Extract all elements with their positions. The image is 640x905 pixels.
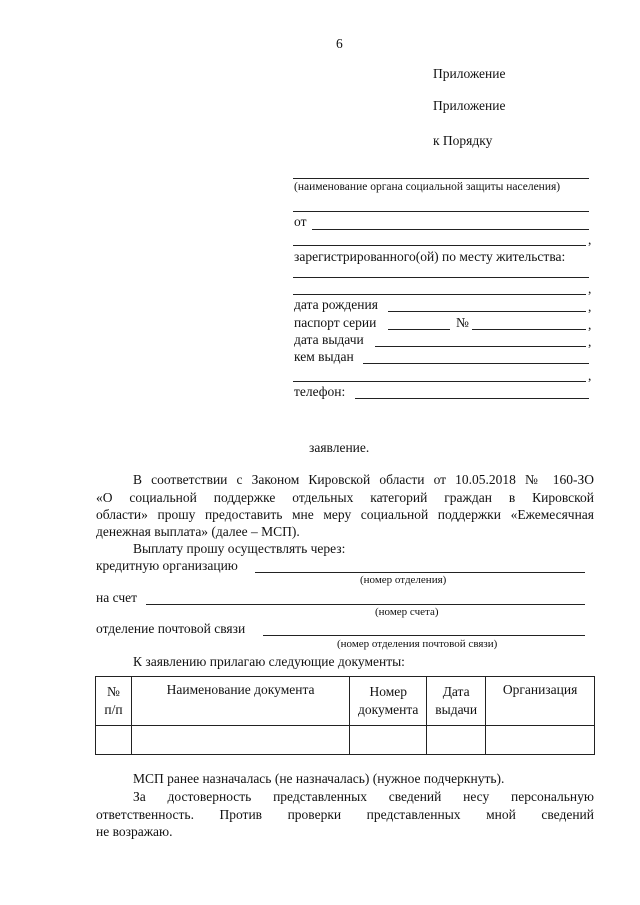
account-line[interactable] xyxy=(146,604,585,605)
issue-date-line[interactable] xyxy=(375,346,586,347)
col-number-header xyxy=(96,677,132,726)
comma-4: , xyxy=(588,317,592,332)
comma-3: , xyxy=(588,299,592,314)
table-cell[interactable] xyxy=(96,726,132,755)
account-label: на счет xyxy=(96,590,137,605)
col-number-line-2: п/п xyxy=(104,702,123,717)
passport-number-line[interactable] xyxy=(472,329,586,330)
page-number: 6 xyxy=(336,36,343,51)
documents-table xyxy=(95,676,595,755)
paragraph-1-line-3: области» прошу предоставить мне меру социальной поддержки «Ежемесячная xyxy=(96,507,594,522)
paragraph-1-line-4: денежная выплата» (далее – МСП). xyxy=(96,524,300,539)
responsibility-line-1: За достоверность представленных сведений несу персональную xyxy=(133,789,594,804)
col-organization-text: Организация xyxy=(502,682,578,697)
col-doc-name-text: Наименование документа xyxy=(166,682,315,697)
comma-5: , xyxy=(588,334,592,349)
issue-date-label: дата выдачи xyxy=(294,332,364,347)
address-line-2[interactable] xyxy=(293,294,586,295)
from-label: от xyxy=(294,214,307,229)
header-appendix-1: Приложение xyxy=(433,66,506,81)
issued-by-line-2[interactable] xyxy=(293,381,586,382)
table-cell[interactable] xyxy=(131,726,349,755)
phone-line[interactable] xyxy=(355,398,589,399)
passport-number-label: № xyxy=(456,315,469,330)
post-office-caption: (номер отделения почтовой связи) xyxy=(337,638,498,650)
post-office-label: отделение почтовой связи xyxy=(96,621,246,636)
col-doc-name-header xyxy=(131,677,349,726)
passport-series-label: паспорт серии xyxy=(294,315,377,330)
responsibility-line-2: ответственность. Против проверки представленных мной сведений xyxy=(96,807,594,822)
comma-6: , xyxy=(588,368,592,383)
table-cell[interactable] xyxy=(350,726,427,755)
header-appendix-2: Приложение xyxy=(433,98,506,113)
comma-1: , xyxy=(588,232,592,247)
col-issue-date-line-1: Дата xyxy=(442,684,470,699)
col-number-line-1: № xyxy=(107,684,120,699)
col-issue-date-header xyxy=(427,677,486,726)
payment-intro: Выплату прошу осуществлять через: xyxy=(133,541,346,556)
passport-series-line[interactable] xyxy=(388,329,450,330)
col-organization-header xyxy=(486,677,595,726)
msp-note: МСП ранее назначалась (не назначалась) (нужное подчеркнуть). xyxy=(133,771,505,786)
account-caption: (номер счета) xyxy=(375,606,439,618)
paragraph-1-line-2: «О социальной поддержке отдельных категорий граждан в Кировской xyxy=(96,490,594,505)
table-cell[interactable] xyxy=(486,726,595,755)
address-line-1[interactable] xyxy=(293,277,589,278)
from-line-2[interactable] xyxy=(293,245,586,246)
col-doc-number-line-1: Номер xyxy=(369,684,407,699)
organ-line-2[interactable] xyxy=(293,211,589,212)
from-line[interactable] xyxy=(312,229,589,230)
comma-2: , xyxy=(588,281,592,296)
post-office-line[interactable] xyxy=(263,635,585,636)
col-doc-number-header xyxy=(350,677,427,726)
col-doc-number-line-2: документа xyxy=(358,702,419,717)
attach-intro: К заявлению прилагаю следующие документы: xyxy=(133,654,405,669)
organ-caption: (наименование органа социальной защиты населения) xyxy=(294,181,561,193)
issued-by-line[interactable] xyxy=(363,363,589,364)
credit-org-line[interactable] xyxy=(255,572,585,573)
issued-by-label: кем выдан xyxy=(294,349,354,364)
paragraph-1-line-1: В соответствии с Законом Кировской области от 10.05.2018 № 160-ЗО xyxy=(133,472,594,487)
credit-org-label: кредитную организацию xyxy=(96,558,238,573)
table-cell[interactable] xyxy=(427,726,486,755)
table-header-row xyxy=(96,677,595,726)
header-to-procedure: к Порядку xyxy=(433,133,493,148)
branch-caption: (номер отделения) xyxy=(360,574,447,586)
organ-line[interactable] xyxy=(293,178,589,179)
birth-date-label: дата рождения xyxy=(294,297,378,312)
document-title: заявление. xyxy=(309,440,370,455)
phone-label: телефон: xyxy=(294,384,346,399)
birth-date-line[interactable] xyxy=(388,311,586,312)
col-issue-date-line-2: выдачи xyxy=(435,702,478,717)
responsibility-line-3: не возражаю. xyxy=(96,824,173,839)
registered-label: зарегистрированного(ой) по месту жительства: xyxy=(294,249,566,264)
table-row xyxy=(96,726,595,755)
